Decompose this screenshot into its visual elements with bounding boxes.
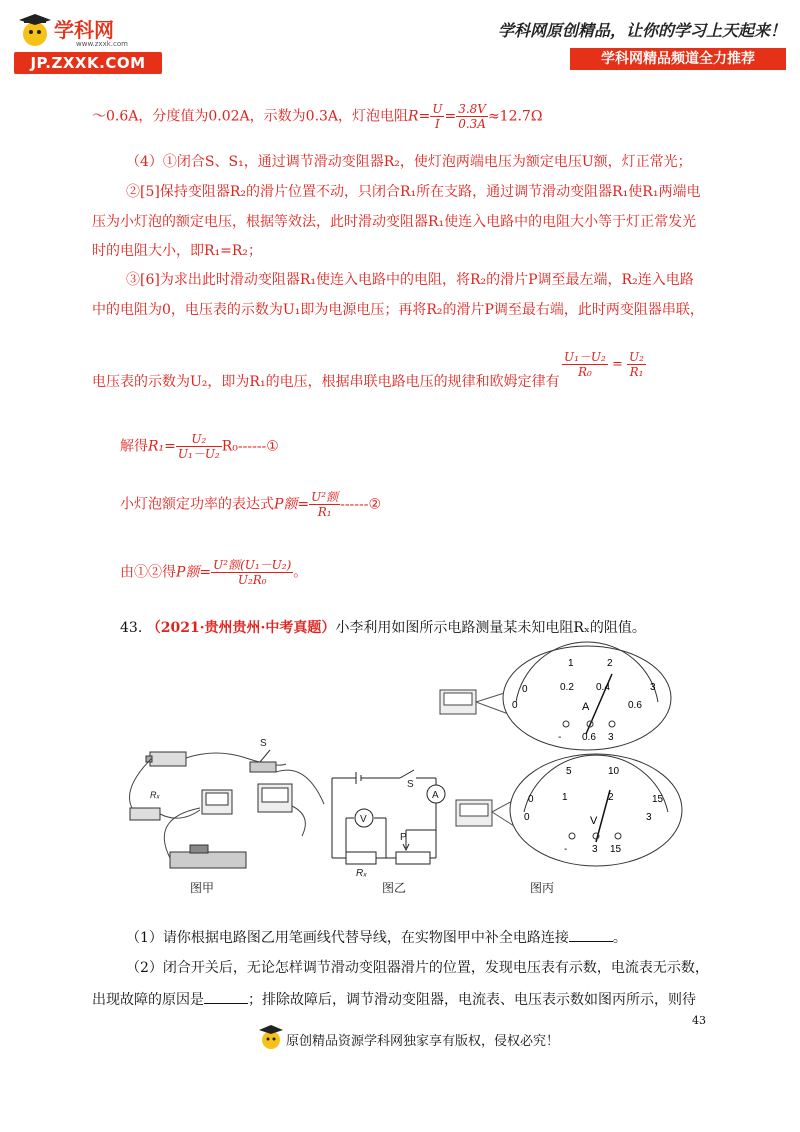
- ammeter-term-label-3: 3: [608, 732, 614, 743]
- voltmeter-bottom-1: 1: [562, 792, 568, 803]
- logo-title: 学科网: [54, 18, 114, 42]
- ammeter-top-1: 1: [568, 658, 574, 669]
- schematic-p-label: P: [400, 832, 407, 843]
- voltmeter-bottom-3: 3: [646, 812, 652, 823]
- logo-url[interactable]: JP.ZXXK.COM: [14, 52, 162, 74]
- ammeter-letter: A: [582, 701, 590, 713]
- ammeter-term-label-06: 0.6: [582, 732, 596, 743]
- ammeter-term-label-neg: -: [558, 732, 562, 743]
- voltmeter-term-label-neg: -: [564, 844, 568, 855]
- schematic-rx-label: Rₓ: [356, 868, 368, 879]
- solution-step4-1: （4）①闭合S、S₁，通过调节滑动变阻器R₂，使灯泡两端电压为额定电压U额，灯正常光；: [126, 154, 692, 170]
- answer-blank-2[interactable]: [204, 1003, 248, 1004]
- footer-copyright: 原创精品资源学科网独家享有版权，侵权必究！: [286, 1034, 560, 1049]
- solution-step4-2b: 压为小灯泡的额定电压，根据等效法，此时滑动变阻器R₁使连入电路中的电阻大小等于灯正常发光: [92, 214, 697, 230]
- caption-jia: 图甲: [190, 881, 215, 895]
- fraction-u-over-i: $\frac{U}{I}$: [432, 102, 443, 131]
- site-logo[interactable]: [14, 14, 164, 74]
- answer-blank-1[interactable]: [569, 941, 613, 942]
- solution-step4-2c: 时的电阻大小，即R₁=R₂；: [92, 243, 263, 259]
- fraction-values: $\frac{3.8V}{0.3A}$: [458, 102, 486, 131]
- solution-step4-3a: ③[6]为求出此时滑动变阻器R₁使连入电路中的电阻，将R₂的滑片P调至最左端，R₂连入电路: [126, 272, 694, 288]
- voltmeter-term-label-3: 3: [592, 844, 598, 855]
- solution-power-expression: 小灯泡额定功率的表达式P额= $\frac{\text{U²额}}{\text{R₁}}$ ------②: [120, 490, 382, 519]
- voltmeter-outer-0: 0: [528, 794, 534, 805]
- ammeter-outer-0: 0: [522, 684, 528, 695]
- ammeter-bottom-04: 0.4: [596, 682, 610, 693]
- question-part-2b: 出现故障的原因是 ；排除故障后，调节滑动变阻器，电流表、电压表示数如图丙所示，则待: [92, 992, 696, 1008]
- question-part-2a: （2）闭合开关后，无论怎样调节滑动变阻器滑片的位置，发现电压表有示数，电流表无示数，: [126, 960, 709, 976]
- voltmeter-letter: V: [590, 815, 598, 827]
- ammeter-top-2: 2: [607, 658, 613, 669]
- voltmeter-top-10: 10: [608, 766, 620, 777]
- voltmeter-device-icon: [456, 800, 514, 826]
- page-number: 43: [692, 1014, 706, 1027]
- caption-bing: 图丙: [530, 881, 555, 895]
- solution-step4-3b: 中的电阻为0，电压表的示数为U₁即为电源电压；再将R₂的滑片P调至最右端，此时两变阻器串联，: [92, 302, 704, 318]
- schematic-s-label: S: [407, 779, 414, 790]
- figure-jia-photo: [130, 750, 325, 868]
- voltmeter-bottom-0: 0: [524, 812, 530, 823]
- equation-series-ohm: $\frac{\text{U₁－U₂}}{\text{R₀}}$ = $\frac{\text{U₂}}{\text{R₁}}$: [564, 350, 644, 379]
- ammeter-bottom-02: 0.2: [560, 682, 574, 693]
- logo-subtitle: www.zxxk.com: [76, 40, 128, 48]
- voltmeter-top-5: 5: [566, 766, 572, 777]
- solution-step4-2a: ②[5]保持变阻器R₂的滑片位置不动，只闭合R₁所在支路，通过调节滑动变阻器R₁使R₁两端电: [126, 184, 701, 200]
- header-channel-banner: 学科网精品频道全力推荐: [570, 48, 786, 70]
- solution-step4-3c: 电压表的示数为U₂，即为R₁的电压，根据串联电路电压的规律和欧姆定律有: [92, 374, 560, 390]
- solution-r1-result: 解得R₁= $\frac{\text{U₂}}{\text{U₁－U₂}}$ R₀------①: [120, 432, 279, 461]
- caption-yi: 图乙: [382, 881, 407, 895]
- solution-line-1: ～0.6A，分度值为0.02A，示数为0.3A，灯泡电阻R= $\frac{U}{I}$ = $\frac{3.8V}{0.3A}$ ≈12.7Ω: [92, 102, 543, 131]
- ammeter-bottom-0: 0: [512, 700, 518, 711]
- figure-yi-schematic: [332, 770, 445, 864]
- solution-final-power: 由①②得P额= $\frac{\text{U²额(U₁－U₂)}}{\text{U₂R₀}}$ 。: [120, 558, 308, 587]
- ammeter-outer-3: 3: [650, 682, 656, 693]
- photo-s-label: S: [260, 738, 267, 749]
- photo-rx-label: Rₓ: [150, 790, 160, 800]
- footer-mascot-icon: [258, 1024, 284, 1052]
- schematic-v-label: V: [360, 814, 367, 825]
- question-part-1: （1）请你根据电路图乙用笔画线代替导线，在实物图甲中补全电路连接 。: [126, 930, 627, 946]
- schematic-a-label: A: [432, 790, 439, 801]
- circuit-figures: [110, 640, 700, 910]
- voltmeter-outer-15: 15: [652, 794, 664, 805]
- ammeter-bottom-06: 0.6: [628, 700, 642, 711]
- question-43-header: 43. （2021·贵州贵州·中考真题）小李利用如图所示电路测量某未知电阻Rₓ的阻值。: [120, 620, 646, 636]
- mascot-icon: [18, 14, 52, 50]
- header-slogan: 学科网原创精品，让你的学习上天起来！: [497, 21, 786, 40]
- voltmeter-bottom-2: 2: [608, 792, 614, 803]
- voltmeter-term-label-15: 15: [610, 844, 622, 855]
